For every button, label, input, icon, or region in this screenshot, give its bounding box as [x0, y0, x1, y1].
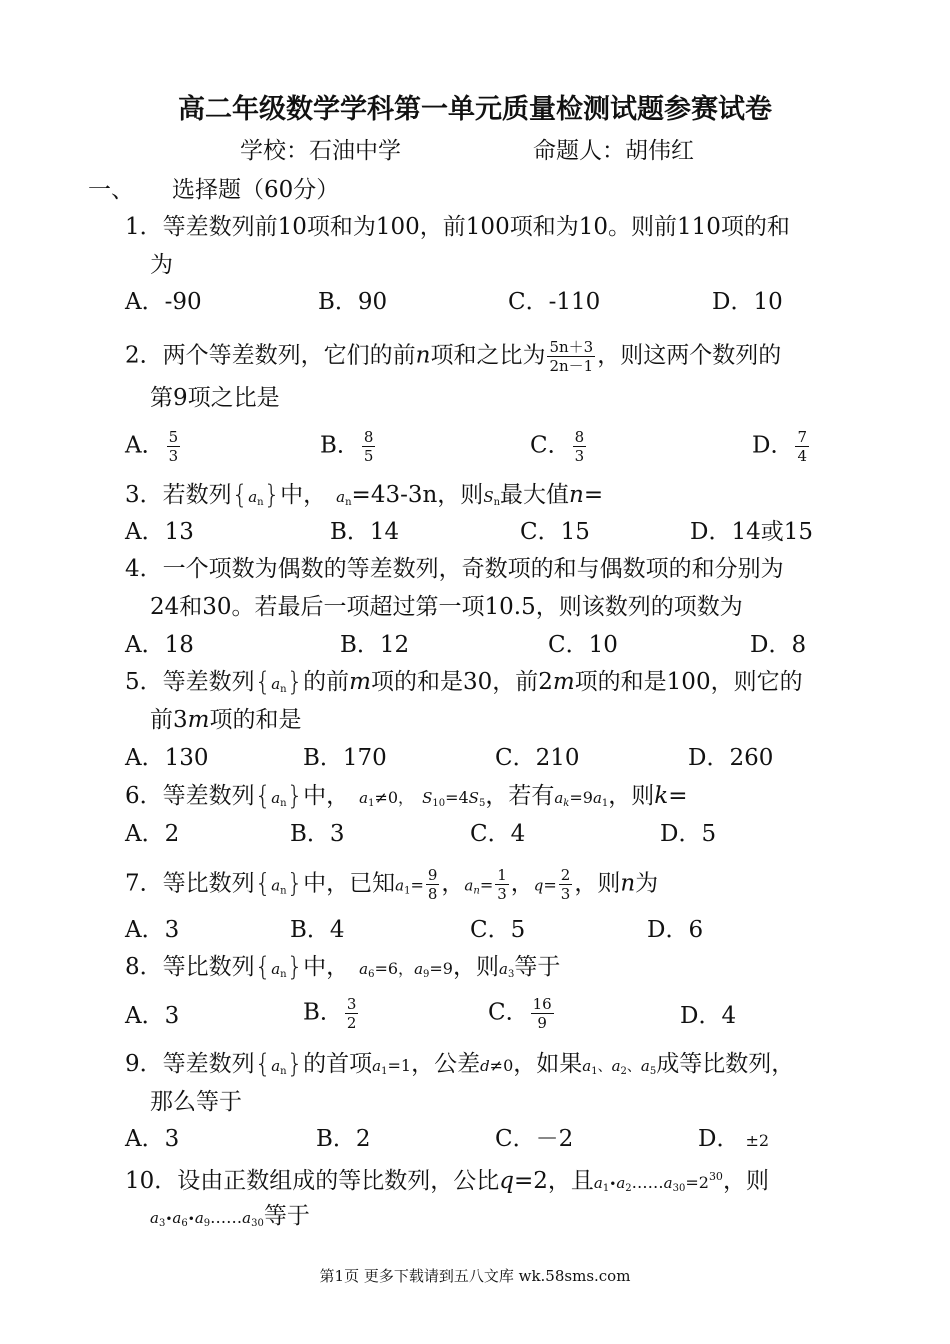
q2-line1	[125, 338, 781, 375]
q10-var-a30-sub: 30	[672, 1183, 686, 1194]
q7-f3-den: 3	[560, 885, 571, 903]
q3-text-post: 最大值	[500, 482, 570, 508]
q1-line1: 1．等差数列前10项和为100，前100项和为10。则前110项的和	[125, 214, 790, 240]
q10-line2-a3-sub: 3	[158, 1218, 166, 1229]
section-label: 选择题（60分）	[172, 177, 340, 203]
q6-var-a1-sub: 1	[368, 798, 375, 809]
q2-option-b-fraction	[362, 428, 376, 465]
q6-var-s5-sub: 5	[478, 798, 486, 809]
q2-option-a	[125, 428, 182, 465]
q3-option-d: D．14或15	[690, 519, 813, 545]
q4-option-b: B．12	[340, 632, 410, 658]
q9-val-a1: =1	[387, 1056, 412, 1075]
q5-line2	[150, 705, 301, 735]
q5-line1	[125, 667, 803, 705]
q5-text-mid: 的前	[303, 669, 350, 695]
q2-option-c-den: 3	[574, 447, 585, 465]
q2-option-a-fraction	[167, 428, 181, 465]
q9-var-t2: a	[611, 1057, 621, 1075]
q3-text-end: =	[583, 482, 604, 508]
q8-var-a3-sub: 3	[507, 969, 515, 980]
q5-var-m3: m	[187, 707, 210, 733]
q2-option-c-num: 8	[574, 428, 585, 446]
q7-eq2: =	[479, 875, 494, 895]
q3-option-b: B．14	[330, 519, 400, 545]
q8-var-a9-sub: 9	[423, 969, 430, 980]
brace-close: }	[263, 480, 281, 510]
q5-var-m2: m	[552, 669, 575, 695]
q8-option-d: D．4	[680, 1003, 737, 1029]
q2-ratio-fraction	[547, 338, 595, 375]
q3-var-s-sub: n	[493, 497, 501, 508]
q8-var-a9: a	[414, 960, 424, 978]
q6-var-k: k	[654, 783, 669, 809]
q5-option-a: A．130	[125, 745, 209, 771]
q10-line2-a9: a	[194, 1209, 204, 1227]
q7-option-c: C．5	[470, 917, 526, 943]
seq-var: a	[271, 1057, 281, 1075]
q8-val-a9: =9	[429, 959, 453, 978]
q7-var-an-sub: n	[473, 885, 480, 897]
q6-var-a1b-sub: 1	[601, 798, 609, 809]
q1-line2: 为	[150, 252, 173, 278]
q7-var-q: q	[533, 876, 544, 895]
q3-var-s: S	[483, 488, 494, 506]
q3-text-eq: =43-3n，则	[351, 482, 484, 508]
q6-text-eq4: =4	[445, 788, 469, 807]
q3-var-a: a	[336, 488, 346, 506]
q7-f1-num: 9	[427, 866, 438, 884]
q7-f3-num: 2	[560, 866, 571, 884]
q2-option-b-label: B．	[320, 432, 360, 459]
q7-option-a: A．3	[125, 917, 180, 943]
q2-option-b	[320, 428, 377, 465]
q5-option-c: C．210	[495, 745, 580, 771]
q7-eq3: =	[543, 875, 557, 895]
seq-sub: n	[257, 497, 264, 508]
seq-var: a	[271, 789, 281, 807]
q1-option-d: D．10	[712, 289, 783, 315]
q10-line2-a6-sub: 6	[181, 1218, 188, 1229]
q9-option-b: B．2	[316, 1126, 371, 1152]
q7-fraction-3	[559, 866, 573, 903]
q2-text-post: ，则这两个数列的	[597, 342, 782, 369]
q3-line1	[125, 480, 603, 518]
q6-text-end: =	[668, 783, 688, 809]
q7-var-a1: a	[395, 876, 405, 895]
q9-var-t3-sub: 5	[649, 1066, 657, 1077]
q2-option-d	[752, 428, 811, 465]
q9-sep1: 、	[597, 1059, 612, 1075]
q6-var-s10-sub: 10	[432, 798, 446, 809]
q10-dot1: •	[609, 1177, 617, 1191]
q9-option-a: A．3	[125, 1126, 180, 1152]
q10-text-post: ，则	[722, 1168, 769, 1194]
q2-option-d-den: 4	[797, 447, 807, 465]
author-label: 命题人：胡伟红	[533, 138, 694, 164]
q9-text-post2: ，如果	[513, 1051, 583, 1077]
q5-option-b: B．170	[303, 745, 387, 771]
page-footer: 第1页 更多下载请到五八文库 wk.58sms.com	[319, 1267, 631, 1285]
q6-text-post: ，若有	[485, 783, 555, 809]
seq-sub: n	[280, 885, 287, 897]
q4-line2: 24和30。若最后一项超过第一项10.5，则该数列的项数为	[150, 594, 743, 620]
q5-text-line2a: 前3	[150, 707, 188, 733]
q2-line2: 第9项之比是	[150, 385, 280, 411]
q10-var-a1-sub: 1	[602, 1183, 610, 1194]
q10-line2	[150, 1201, 310, 1239]
seq-var: a	[271, 960, 281, 978]
q2-ratio-numerator: 5n＋3	[549, 338, 594, 356]
q2-option-c-fraction	[573, 428, 587, 465]
q9-text-mid: 的首项	[303, 1051, 373, 1077]
q2-option-c	[530, 428, 588, 465]
q10-exponent: 30	[708, 1170, 723, 1183]
q5-text-post1: 项的和是30，前2	[370, 669, 553, 695]
q9-var-t2-sub: 2	[620, 1066, 627, 1077]
q6-var-ak-sub: k	[563, 798, 570, 809]
q9-option-d-label: D．	[698, 1126, 740, 1152]
q5-text-post2: 项的和是100，则它的	[574, 669, 803, 695]
q2-option-a-num: 5	[168, 428, 179, 446]
q7-text-post: ，则	[574, 870, 621, 897]
q9-var-a1-sub: 1	[381, 1066, 388, 1077]
q7-fraction-1	[426, 866, 440, 903]
q10-line2-a3: a	[150, 1209, 159, 1227]
q9-var-d: d	[480, 1057, 490, 1075]
q7-f2-den: 3	[497, 885, 507, 903]
q6-option-b: B．3	[290, 821, 345, 847]
brace-open: {	[254, 1049, 272, 1079]
q7-option-b: B．4	[290, 917, 345, 943]
q9-text-post3: 成等比数列，	[656, 1051, 795, 1077]
q9-option-d	[698, 1124, 769, 1156]
q10-line2-ellipsis: ……	[210, 1208, 243, 1227]
q8-option-c	[488, 995, 556, 1032]
q7-var-an: a	[464, 876, 474, 895]
q8-text-pre: 8．等比数列	[125, 954, 255, 980]
q6-var-s5: S	[468, 789, 479, 807]
q9-option-d-value: ±2	[745, 1131, 770, 1150]
seq-sub: n	[280, 1066, 287, 1077]
brace-close: }	[286, 667, 304, 697]
q10-line2-dot1: •	[165, 1212, 173, 1226]
q6-var-a1b: a	[592, 789, 602, 807]
seq-var: a	[248, 488, 258, 506]
q2-text-mid: 项和之比为	[430, 342, 546, 369]
q9-var-t1-sub: 1	[591, 1066, 598, 1077]
brace-open: {	[254, 868, 272, 899]
q7-comma1: ，	[441, 870, 465, 897]
q9-var-a1: a	[372, 1057, 382, 1075]
seq-var: a	[271, 876, 281, 895]
q10-var-a1: a	[593, 1174, 603, 1192]
seq-sub: n	[280, 798, 287, 809]
q7-comma2: ，	[510, 870, 534, 897]
q9-line2: 那么等于	[150, 1089, 242, 1115]
q6-option-d: D．5	[660, 821, 717, 847]
q8-option-a: A．3	[125, 1003, 180, 1029]
q9-text-ne: ≠0	[489, 1056, 514, 1075]
q7-option-d: D．6	[647, 917, 704, 943]
q8-option-c-num: 16	[532, 995, 552, 1013]
seq-sub: n	[280, 969, 287, 980]
q6-text-pre: 6．等差数列	[125, 783, 255, 809]
q9-option-c: C．－2	[495, 1126, 574, 1152]
q7-text-mid: 中，已知	[303, 870, 396, 897]
q3-text-pre: 3．若数列	[125, 482, 232, 508]
q2-option-b-num: 8	[363, 428, 374, 446]
brace-close: }	[286, 952, 304, 982]
q7-f2-num: 1	[497, 866, 507, 884]
q8-option-b	[303, 995, 360, 1032]
q8-var-a6: a	[359, 960, 369, 978]
q7-var-n: n	[620, 870, 636, 897]
q10-line2-dot2: •	[187, 1212, 195, 1226]
q2-option-d-fraction	[795, 428, 809, 465]
q8-option-b-den: 2	[346, 1014, 357, 1032]
brace-open: {	[254, 952, 272, 982]
q7-text-end: 为	[635, 870, 659, 897]
q3-option-c: C．15	[520, 519, 590, 545]
q7-line1	[125, 866, 658, 907]
q3-var-a-sub: n	[345, 497, 352, 508]
q4-option-a: A．18	[125, 632, 194, 658]
q2-ratio-denominator: 2n－1	[549, 357, 594, 375]
q6-option-c: C．4	[470, 821, 526, 847]
section-number: 一、	[88, 177, 134, 203]
q10-var-q: q	[499, 1168, 515, 1194]
q8-text-mid: 中，	[303, 954, 350, 980]
q9-text-pre: 9．等差数列	[125, 1051, 255, 1077]
q2-option-d-num: 7	[797, 428, 807, 446]
q8-val-a6: =6，	[374, 959, 415, 978]
q6-var-a1: a	[359, 789, 369, 807]
q6-option-a: A．2	[125, 821, 180, 847]
q9-var-t3: a	[640, 1057, 650, 1075]
q10-line2-a9-sub: 9	[203, 1218, 211, 1229]
q10-text-eq: =2	[685, 1173, 709, 1192]
q8-text-post: ，则	[452, 954, 499, 980]
q7-f1-den: 8	[427, 885, 438, 903]
q8-var-a3: a	[498, 960, 508, 978]
q5-text-pre: 5．等差数列	[125, 669, 255, 695]
q10-line2-a6: a	[172, 1209, 182, 1227]
q6-var-ak: a	[554, 789, 564, 807]
q3-option-a: A．13	[125, 519, 194, 545]
q7-text-pre: 7．等比数列	[125, 870, 255, 897]
q2-var-n: n	[415, 342, 431, 369]
q9-text-post1: ，公差	[411, 1051, 481, 1077]
q4-option-d: D．8	[750, 632, 807, 658]
page-title: 高二年级数学学科第一单元质量检测试题参赛试卷	[178, 94, 772, 125]
q10-line2-a30-sub: 30	[251, 1218, 264, 1229]
q6-text-mid: 中，	[303, 783, 350, 809]
q10-text-qv: =2，且	[514, 1168, 594, 1194]
brace-open: {	[254, 667, 272, 697]
q10-var-a2-sub: 2	[625, 1183, 632, 1194]
q2-text-pre: 2．两个等差数列，它们的前	[125, 342, 416, 369]
q9-var-t1: a	[582, 1057, 592, 1075]
q6-var-s10: S	[422, 789, 433, 807]
seq-sub: n	[280, 684, 287, 695]
q1-option-a: A．-90	[125, 289, 202, 315]
q8-text-end: 等于	[514, 954, 561, 980]
seq-var: a	[271, 675, 281, 693]
q1-option-b: B．90	[318, 289, 388, 315]
q1-option-c: C．-110	[508, 289, 601, 315]
q7-fraction-2	[495, 866, 509, 903]
brace-close: }	[286, 1049, 304, 1079]
q7-eq1: =	[410, 875, 424, 895]
q10-var-a2: a	[616, 1174, 626, 1192]
q5-text-line2b: 项的和是	[209, 707, 302, 733]
q9-line1	[125, 1049, 794, 1087]
q8-option-b-label: B．	[303, 999, 343, 1026]
q10-line1	[125, 1162, 769, 1204]
q5-var-m: m	[349, 669, 371, 695]
brace-open: {	[254, 781, 272, 811]
q2-option-c-label: C．	[530, 432, 571, 459]
q6-text-then: ，则	[608, 783, 655, 809]
q2-option-a-label: A．	[125, 432, 165, 459]
q2-option-d-label: D．	[752, 432, 794, 459]
q8-option-c-label: C．	[488, 999, 529, 1026]
q6-text-ne: ≠0，	[374, 788, 415, 807]
q8-option-b-num: 3	[346, 995, 357, 1013]
q8-option-c-fraction	[531, 995, 554, 1032]
school-label: 学校：石油中学	[240, 138, 401, 164]
brace-open: {	[231, 480, 249, 510]
q10-text-pre: 10．设由正数组成的等比数列，公比	[125, 1168, 500, 1194]
q3-var-n: n	[569, 482, 584, 508]
q8-option-c-den: 9	[531, 1013, 554, 1032]
q2-option-a-den: 3	[168, 447, 179, 465]
q10-line2-a30: a	[242, 1209, 252, 1227]
q8-option-b-fraction	[345, 995, 359, 1032]
q4-line1: 4．一个项数为偶数的等差数列，奇数项的和与偶数项的和分别为	[125, 556, 784, 582]
q10-ellipsis1: ……	[631, 1173, 664, 1192]
q10-line2-end: 等于	[263, 1203, 310, 1229]
q4-option-c: C．10	[548, 632, 618, 658]
q3-text-mid: 中，	[280, 482, 327, 508]
q8-var-a6-sub: 6	[368, 969, 375, 980]
q10-var-a30: a	[663, 1174, 673, 1192]
brace-close: }	[286, 781, 304, 811]
q7-var-a1-sub: 1	[404, 885, 411, 897]
section-heading	[88, 175, 339, 205]
q9-sep2: 、	[626, 1059, 641, 1075]
q5-option-d: D．260	[688, 745, 774, 771]
brace-close: }	[286, 868, 304, 899]
q2-option-b-den: 5	[363, 447, 374, 465]
q6-text-eq9: =9	[569, 788, 593, 807]
q6-line1	[125, 781, 687, 819]
q8-line1	[125, 952, 560, 990]
